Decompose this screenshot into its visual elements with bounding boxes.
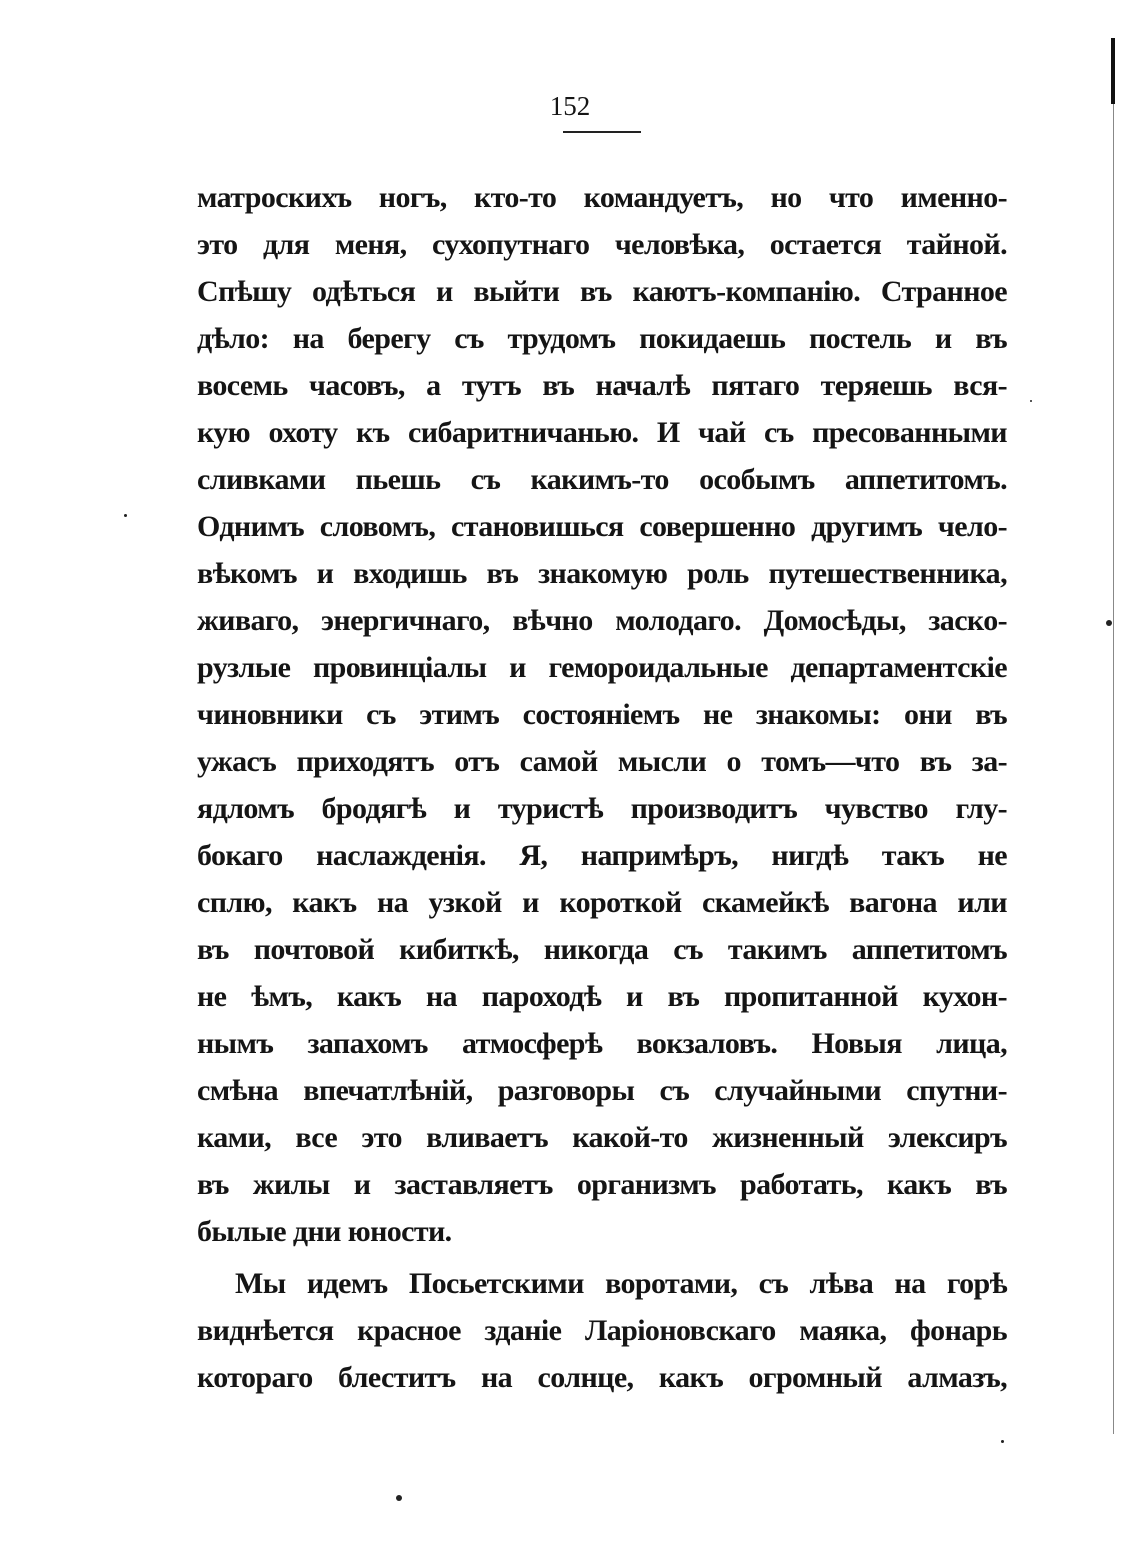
text-line: кую охоту къ сибаритничанью. И чай съ пресованными xyxy=(197,416,1007,449)
text-line: нымъ запахомъ атмосферѣ вокзаловъ. Новыя лица, xyxy=(197,1027,1007,1060)
paragraph-1 xyxy=(197,174,1007,1255)
page-edge-shadow xyxy=(1111,38,1115,104)
scan-speck xyxy=(1030,400,1032,402)
page-number-rule xyxy=(563,131,641,133)
text-line: былые дни юности. xyxy=(197,1215,452,1248)
scan-speck xyxy=(1106,620,1112,626)
text-line: ядломъ бродягѣ и туристѣ производитъ чувство глу- xyxy=(197,792,1007,825)
text-line: сплю, какъ на узкой и короткой скамейкѣ вагона или xyxy=(197,886,1007,919)
text-line: дѣло: на берегу съ трудомъ покидаешь постель и въ xyxy=(197,322,1007,355)
body-text xyxy=(197,174,1007,1401)
text-line: Однимъ словомъ, становишься совершенно другимъ чело- xyxy=(197,510,1007,543)
page-number: 152 xyxy=(549,91,591,121)
text-line: въ жилы и заставляетъ организмъ работать, какъ въ xyxy=(197,1168,1007,1201)
paragraph-2 xyxy=(197,1260,1007,1401)
text-line: ужасъ приходятъ отъ самой мысли о томъ—что въ за- xyxy=(197,745,1007,778)
text-line: сливками пьешь съ какимъ-то особымъ аппетитомъ. xyxy=(197,463,1007,496)
text-line: это для меня, сухопутнаго человѣка, остается тайной. xyxy=(197,228,1007,261)
scan-speck xyxy=(396,1495,402,1501)
text-line: восемь часовъ, а тутъ въ началѣ пятаго теряешь вся- xyxy=(197,369,1007,402)
text-line: рузлые провинціалы и гемороидальные департаментскіе xyxy=(197,651,1007,684)
text-line: Спѣшу одѣться и выйти въ каютъ-компанію. Странное xyxy=(197,275,1007,308)
text-line: Мы идемъ Посьетскими воротами, съ лѣва на горѣ xyxy=(235,1267,1007,1300)
text-line: виднѣется красное зданіе Ларіоновскаго маяка, фонарь xyxy=(197,1314,1007,1347)
text-line: чиновники съ этимъ состояніемъ не знакомы: они въ xyxy=(197,698,1007,731)
page-edge-line xyxy=(1113,104,1114,1434)
text-line: не ѣмъ, какъ на пароходѣ и въ пропитанной кухон- xyxy=(197,980,1007,1013)
text-line: ками, все это вливаетъ какой-то жизненный элексиръ xyxy=(197,1121,1007,1154)
text-line: въ почтовой кибиткѣ, никогда съ такимъ аппетитомъ xyxy=(197,933,1007,966)
text-line: котораго блеститъ на солнце, какъ огромный алмазъ, xyxy=(197,1361,1007,1394)
scan-speck xyxy=(124,514,127,517)
text-line: живаго, энергичнаго, вѣчно молодаго. Домосѣды, заско- xyxy=(197,604,1007,637)
text-line: вѣкомъ и входишь въ знакомую роль путешественника, xyxy=(197,557,1007,590)
text-line: бокаго наслажденія. Я, напримѣръ, нигдѣ такъ не xyxy=(197,839,1007,872)
text-line: смѣна впечатлѣній, разговоры съ случайными спутни- xyxy=(197,1074,1007,1107)
text-line: матроскихъ ногъ, кто-то командуетъ, но что именно- xyxy=(197,181,1007,214)
scan-speck xyxy=(1001,1440,1004,1443)
